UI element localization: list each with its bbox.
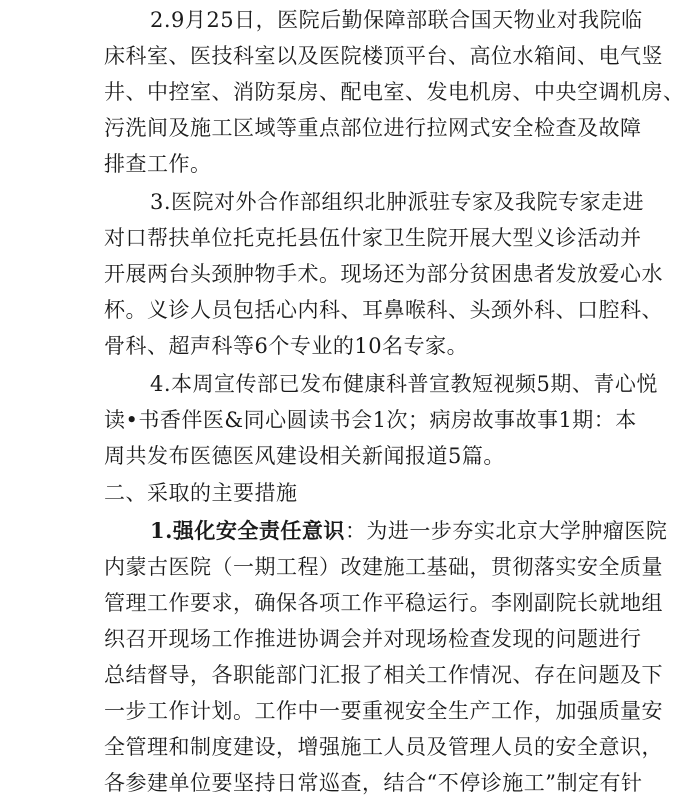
measure-1-line-1 xyxy=(150,513,668,549)
paragraph-2-line-2: 床科室、医技科室以及医院楼顶平台、高位水箱间、电气竖 xyxy=(104,44,663,68)
measure-1-line-3: 管理工作要求，确保各项工作平稳运行。李刚副院长就地组 xyxy=(104,591,663,615)
paragraph-2-line-1: 2.9月25日，医院后勤保障部联合国天物业对我院临 xyxy=(150,8,643,32)
paragraph-2-line-4: 污洗间及施工区域等重点部位进行拉网式安全检查及故障 xyxy=(104,116,642,140)
paragraph-4-line-3: 周共发布医德医风建设相关新闻报道5篇。 xyxy=(104,444,505,468)
paragraph-3-line-5: 骨科、超声科等6个专业的10名专家。 xyxy=(104,334,469,358)
section-heading: 二、采取的主要措施 xyxy=(104,481,298,505)
paragraph-4-line-2: 读•书香伴医&同心圆读书会1次；病房故事故事1期：本 xyxy=(104,408,637,432)
paragraph-4-line-1: 4.本周宣传部已发布健康科普宣教短视频5期、青心悦 xyxy=(150,372,658,396)
measure-1-lead-rest: ：为进一步夯实北京大学肿瘤医院 xyxy=(344,519,668,543)
paragraph-2-line-5: 排查工作。 xyxy=(104,152,212,176)
measure-1-line-6: 一步工作计划。工作中一要重视安全生产工作，加强质量安 xyxy=(104,699,663,723)
measure-1-line-2: 内蒙古医院（一期工程）改建施工基础，贯彻落实安全质量 xyxy=(104,555,663,579)
paragraph-3-line-4: 杯。义诊人员包括心内科、耳鼻喉科、头颈外科、口腔科、 xyxy=(104,298,663,322)
measure-1-line-4: 织召开现场工作推进协调会并对现场检查发现的问题进行 xyxy=(104,627,642,651)
paragraph-3-line-1: 3.医院对外合作部组织北肿派驻专家及我院专家走进 xyxy=(150,190,645,214)
measure-1-line-8: 各参建单位要坚持日常巡查，结合“不停诊施工”制定有针 xyxy=(104,771,643,795)
paragraph-3-line-3: 开展两台头颈肿物手术。现场还为部分贫困患者发放爱心水 xyxy=(104,262,663,286)
measure-1-lead: 1.强化安全责任意识 xyxy=(150,518,345,543)
measure-1-line-5: 总结督导，各职能部门汇报了相关工作情况、存在问题及下 xyxy=(104,663,663,687)
paragraph-3-line-2: 对口帮扶单位托克托县伍什家卫生院开展大型义诊活动并 xyxy=(104,226,642,250)
measure-1-line-7: 全管理和制度建设，增强施工人员及管理人员的安全意识， xyxy=(104,735,663,759)
paragraph-2-line-3: 井、中控室、消防泵房、配电室、发电机房、中央空调机房、 xyxy=(104,80,685,104)
